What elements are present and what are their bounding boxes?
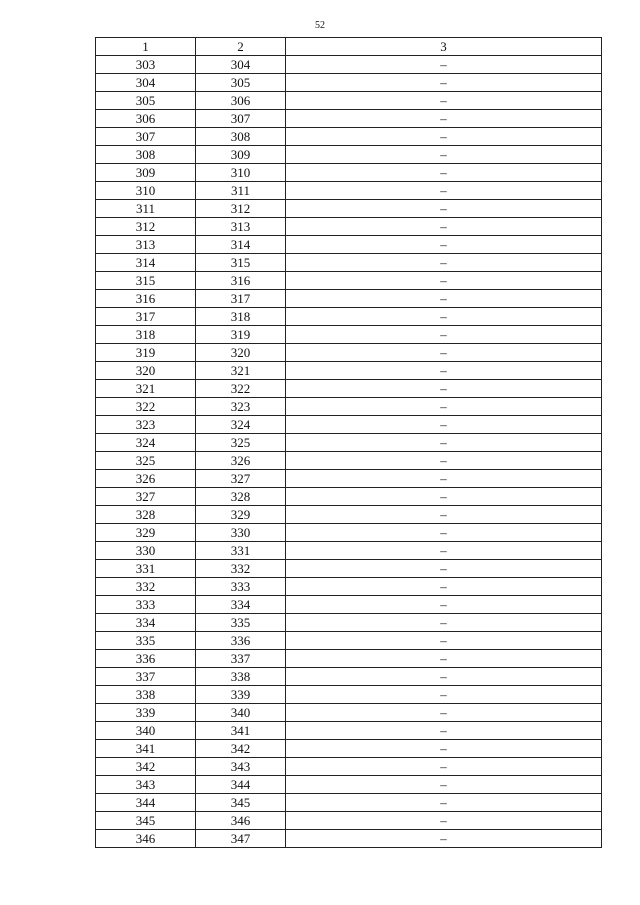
table-row xyxy=(96,326,602,344)
table-cell-col-1: 326 xyxy=(96,470,196,488)
table-row xyxy=(96,632,602,650)
table-row xyxy=(96,272,602,290)
table-row xyxy=(96,218,602,236)
table-cell-col-1: 308 xyxy=(96,146,196,164)
table-row xyxy=(96,524,602,542)
table-cell-col-1: 332 xyxy=(96,578,196,596)
table-row xyxy=(96,254,602,272)
table-row xyxy=(96,164,602,182)
table-cell-col-3: – xyxy=(286,758,602,776)
table-cell-col-1: 306 xyxy=(96,110,196,128)
table-cell-col-3: – xyxy=(286,272,602,290)
table-row xyxy=(96,596,602,614)
table-cell-col-3: – xyxy=(286,578,602,596)
table-cell-col-1: 305 xyxy=(96,92,196,110)
table-row xyxy=(96,560,602,578)
table-cell-col-2: 346 xyxy=(196,812,286,830)
table-row xyxy=(96,236,602,254)
table-cell-col-1: 314 xyxy=(96,254,196,272)
table-row xyxy=(96,380,602,398)
table-cell-col-2: 316 xyxy=(196,272,286,290)
data-table xyxy=(95,37,602,848)
table-cell-col-3: – xyxy=(286,686,602,704)
table-cell-col-3: – xyxy=(286,254,602,272)
table-cell-col-2: 342 xyxy=(196,740,286,758)
table-row xyxy=(96,470,602,488)
table-cell-col-2: 306 xyxy=(196,92,286,110)
table-cell-col-3: – xyxy=(286,488,602,506)
table-row xyxy=(96,308,602,326)
table-row xyxy=(96,200,602,218)
table-row xyxy=(96,686,602,704)
page-number: 52 xyxy=(315,20,325,31)
table-cell-col-1: 336 xyxy=(96,650,196,668)
table-cell-col-2: 317 xyxy=(196,290,286,308)
table-cell-col-1: 329 xyxy=(96,524,196,542)
table-cell-col-2: 330 xyxy=(196,524,286,542)
table-cell-col-2: 312 xyxy=(196,200,286,218)
table-cell-col-2: 307 xyxy=(196,110,286,128)
table-row xyxy=(96,776,602,794)
table-cell-col-3: – xyxy=(286,164,602,182)
table-cell-col-1: 346 xyxy=(96,830,196,848)
table-cell-col-3: – xyxy=(286,776,602,794)
table-cell-col-1: 335 xyxy=(96,632,196,650)
table-cell-col-2: 326 xyxy=(196,452,286,470)
table-cell-col-3: – xyxy=(286,668,602,686)
table-cell-col-1: 320 xyxy=(96,362,196,380)
table-cell-col-3: – xyxy=(286,344,602,362)
table-cell-col-3: – xyxy=(286,362,602,380)
table-cell-col-3: – xyxy=(286,308,602,326)
table-cell-col-2: 325 xyxy=(196,434,286,452)
table-cell-col-2: 343 xyxy=(196,758,286,776)
table-cell-col-1: 307 xyxy=(96,128,196,146)
table-cell-col-3: – xyxy=(286,722,602,740)
table-row xyxy=(96,416,602,434)
table-row xyxy=(96,542,602,560)
table-cell-col-1: 343 xyxy=(96,776,196,794)
table-cell-col-1: 330 xyxy=(96,542,196,560)
table-cell-col-3: – xyxy=(286,398,602,416)
table-header-row xyxy=(96,38,602,56)
table-cell-col-1: 341 xyxy=(96,740,196,758)
table-row xyxy=(96,794,602,812)
table-row xyxy=(96,110,602,128)
table-row xyxy=(96,488,602,506)
table-cell-col-2: 344 xyxy=(196,776,286,794)
table-row xyxy=(96,614,602,632)
table-body xyxy=(96,56,602,848)
table-row xyxy=(96,578,602,596)
table-cell-col-1: 316 xyxy=(96,290,196,308)
table-cell-col-2: 339 xyxy=(196,686,286,704)
table-row xyxy=(96,182,602,200)
table-row xyxy=(96,74,602,92)
table-cell-col-3: – xyxy=(286,128,602,146)
table-cell-col-2: 322 xyxy=(196,380,286,398)
table-cell-col-2: 321 xyxy=(196,362,286,380)
table-cell-col-3: – xyxy=(286,146,602,164)
table-cell-col-3: – xyxy=(286,704,602,722)
table-row xyxy=(96,146,602,164)
table-cell-col-1: 325 xyxy=(96,452,196,470)
table-cell-col-2: 336 xyxy=(196,632,286,650)
table-cell-col-3: – xyxy=(286,236,602,254)
column-header-3: 3 xyxy=(286,38,602,56)
table-cell-col-1: 321 xyxy=(96,380,196,398)
table-cell-col-3: – xyxy=(286,650,602,668)
table-row xyxy=(96,506,602,524)
table-row xyxy=(96,830,602,848)
table-cell-col-1: 318 xyxy=(96,326,196,344)
table-row xyxy=(96,722,602,740)
table-cell-col-3: – xyxy=(286,434,602,452)
table-cell-col-3: – xyxy=(286,794,602,812)
table-cell-col-1: 315 xyxy=(96,272,196,290)
table-row xyxy=(96,650,602,668)
table-cell-col-2: 331 xyxy=(196,542,286,560)
table-row xyxy=(96,452,602,470)
table-cell-col-1: 331 xyxy=(96,560,196,578)
table-cell-col-1: 324 xyxy=(96,434,196,452)
table-cell-col-3: – xyxy=(286,614,602,632)
table-cell-col-3: – xyxy=(286,632,602,650)
table-cell-col-3: – xyxy=(286,596,602,614)
table-cell-col-1: 313 xyxy=(96,236,196,254)
table-cell-col-1: 337 xyxy=(96,668,196,686)
table-cell-col-2: 327 xyxy=(196,470,286,488)
table-cell-col-2: 347 xyxy=(196,830,286,848)
table-row xyxy=(96,704,602,722)
table-cell-col-2: 324 xyxy=(196,416,286,434)
table-cell-col-2: 338 xyxy=(196,668,286,686)
table-row xyxy=(96,434,602,452)
table-row xyxy=(96,290,602,308)
table-row xyxy=(96,812,602,830)
table-cell-col-2: 319 xyxy=(196,326,286,344)
table-cell-col-1: 328 xyxy=(96,506,196,524)
table-cell-col-3: – xyxy=(286,524,602,542)
table-cell-col-1: 322 xyxy=(96,398,196,416)
table-cell-col-3: – xyxy=(286,740,602,758)
table-cell-col-3: – xyxy=(286,542,602,560)
table-cell-col-1: 311 xyxy=(96,200,196,218)
table-cell-col-1: 310 xyxy=(96,182,196,200)
table-cell-col-1: 338 xyxy=(96,686,196,704)
table-cell-col-2: 304 xyxy=(196,56,286,74)
table-row xyxy=(96,398,602,416)
table-cell-col-2: 328 xyxy=(196,488,286,506)
table-cell-col-2: 318 xyxy=(196,308,286,326)
table-cell-col-3: – xyxy=(286,56,602,74)
table-cell-col-1: 342 xyxy=(96,758,196,776)
table-cell-col-2: 333 xyxy=(196,578,286,596)
table-cell-col-2: 337 xyxy=(196,650,286,668)
table-cell-col-2: 341 xyxy=(196,722,286,740)
table-cell-col-2: 305 xyxy=(196,74,286,92)
table-cell-col-2: 311 xyxy=(196,182,286,200)
table-cell-col-3: – xyxy=(286,380,602,398)
table-cell-col-2: 332 xyxy=(196,560,286,578)
table-cell-col-1: 312 xyxy=(96,218,196,236)
table-row xyxy=(96,128,602,146)
table-cell-col-2: 313 xyxy=(196,218,286,236)
table-cell-col-2: 340 xyxy=(196,704,286,722)
table-cell-col-3: – xyxy=(286,416,602,434)
table-cell-col-3: – xyxy=(286,110,602,128)
table-row xyxy=(96,362,602,380)
table-row xyxy=(96,740,602,758)
table-cell-col-1: 340 xyxy=(96,722,196,740)
table-cell-col-2: 329 xyxy=(196,506,286,524)
table-row xyxy=(96,344,602,362)
column-header-2: 2 xyxy=(196,38,286,56)
table-cell-col-3: – xyxy=(286,200,602,218)
table-row xyxy=(96,92,602,110)
column-header-1: 1 xyxy=(96,38,196,56)
table-cell-col-2: 345 xyxy=(196,794,286,812)
table-cell-col-3: – xyxy=(286,290,602,308)
table-cell-col-2: 335 xyxy=(196,614,286,632)
table-cell-col-3: – xyxy=(286,92,602,110)
table-cell-col-3: – xyxy=(286,74,602,92)
table-row xyxy=(96,56,602,74)
table-cell-col-2: 310 xyxy=(196,164,286,182)
table-cell-col-1: 317 xyxy=(96,308,196,326)
table-cell-col-1: 327 xyxy=(96,488,196,506)
table-cell-col-3: – xyxy=(286,182,602,200)
table-cell-col-1: 319 xyxy=(96,344,196,362)
table-cell-col-2: 308 xyxy=(196,128,286,146)
table-cell-col-2: 323 xyxy=(196,398,286,416)
table-cell-col-3: – xyxy=(286,812,602,830)
table-cell-col-1: 333 xyxy=(96,596,196,614)
table-cell-col-1: 309 xyxy=(96,164,196,182)
table-cell-col-3: – xyxy=(286,506,602,524)
table-cell-col-1: 345 xyxy=(96,812,196,830)
table-cell-col-1: 323 xyxy=(96,416,196,434)
table-cell-col-2: 320 xyxy=(196,344,286,362)
table-cell-col-3: – xyxy=(286,452,602,470)
table-cell-col-2: 315 xyxy=(196,254,286,272)
table-cell-col-3: – xyxy=(286,560,602,578)
table-cell-col-2: 314 xyxy=(196,236,286,254)
table-cell-col-3: – xyxy=(286,830,602,848)
table-cell-col-1: 303 xyxy=(96,56,196,74)
table-header xyxy=(96,38,602,56)
table-cell-col-2: 309 xyxy=(196,146,286,164)
table-cell-col-2: 334 xyxy=(196,596,286,614)
table-cell-col-1: 344 xyxy=(96,794,196,812)
table-row xyxy=(96,758,602,776)
table-cell-col-1: 339 xyxy=(96,704,196,722)
table-cell-col-3: – xyxy=(286,470,602,488)
table-cell-col-1: 334 xyxy=(96,614,196,632)
table-cell-col-3: – xyxy=(286,326,602,344)
table-cell-col-3: – xyxy=(286,218,602,236)
table-cell-col-1: 304 xyxy=(96,74,196,92)
table-row xyxy=(96,668,602,686)
